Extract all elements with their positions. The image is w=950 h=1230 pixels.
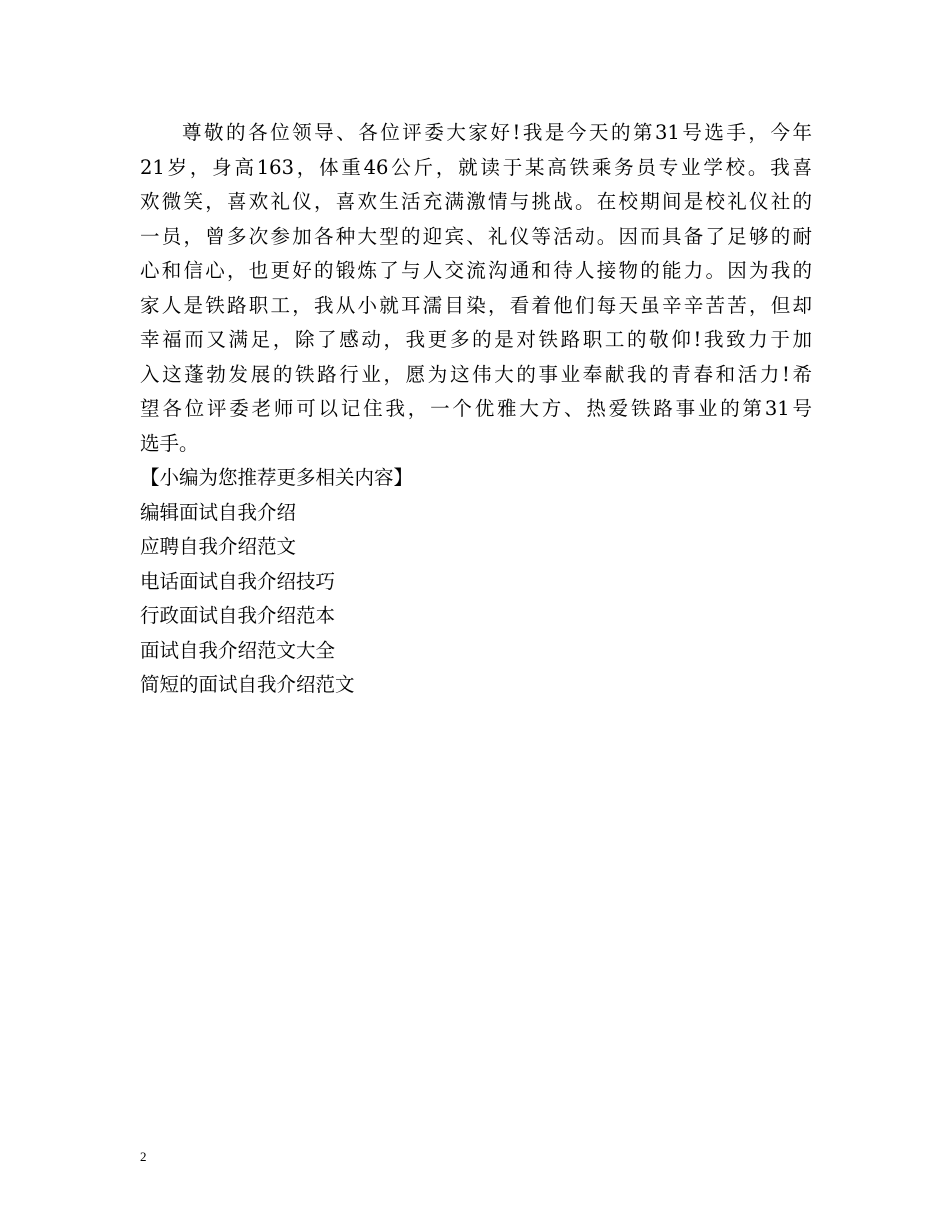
paragraph-line: 一员，曾多次参加各种大型的迎宾、礼仪等活动。因而具备了足够的耐	[140, 224, 812, 248]
recommend-link[interactable]: 编辑面试自我介绍	[140, 500, 297, 524]
paragraph-line: 入这蓬勃发展的铁路行业，愿为这伟大的事业奉献我的青春和活力!希	[140, 362, 812, 386]
recommend-link[interactable]: 简短的面试自我介绍范文	[140, 673, 355, 696]
recommend-heading: 【小编为您推荐更多相关内容】	[140, 466, 414, 489]
paragraph-line: 选手。	[140, 431, 199, 455]
recommend-link[interactable]: 电话面试自我介绍技巧	[140, 569, 336, 593]
paragraph-line: 幸福而又满足，除了感动，我更多的是对铁路职工的敬仰!我致力于加	[140, 328, 812, 351]
self-introduction-paragraph	[140, 116, 812, 461]
paragraph-line: 尊敬的各位领导、各位评委大家好!我是今天的第31号选手，今年	[182, 121, 812, 144]
recommend-link[interactable]: 面试自我介绍范文大全	[140, 638, 336, 662]
paragraph-line: 欢微笑，喜欢礼仪，喜欢生活充满激情与挑战。在校期间是校礼仪社的	[140, 190, 812, 213]
paragraph-line: 家人是铁路职工，我从小就耳濡目染，看着他们每天虽辛辛苦苦，但却	[140, 293, 812, 317]
paragraph-line: 望各位评委老师可以记住我，一个优雅大方、热爱铁路事业的第31号	[140, 397, 812, 420]
paragraph-line: 21岁，身高163，体重46公斤，就读于某高铁乘务员专业学校。我喜	[140, 155, 812, 179]
document-body	[140, 116, 812, 703]
recommend-link[interactable]: 应聘自我介绍范文	[140, 535, 297, 558]
paragraph-line: 心和信心，也更好的锻炼了与人交流沟通和待人接物的能力。因为我的	[140, 259, 812, 282]
recommend-link[interactable]: 行政面试自我介绍范本	[140, 604, 336, 627]
page-number: 2	[140, 1149, 147, 1164]
recommended-content	[140, 461, 812, 703]
